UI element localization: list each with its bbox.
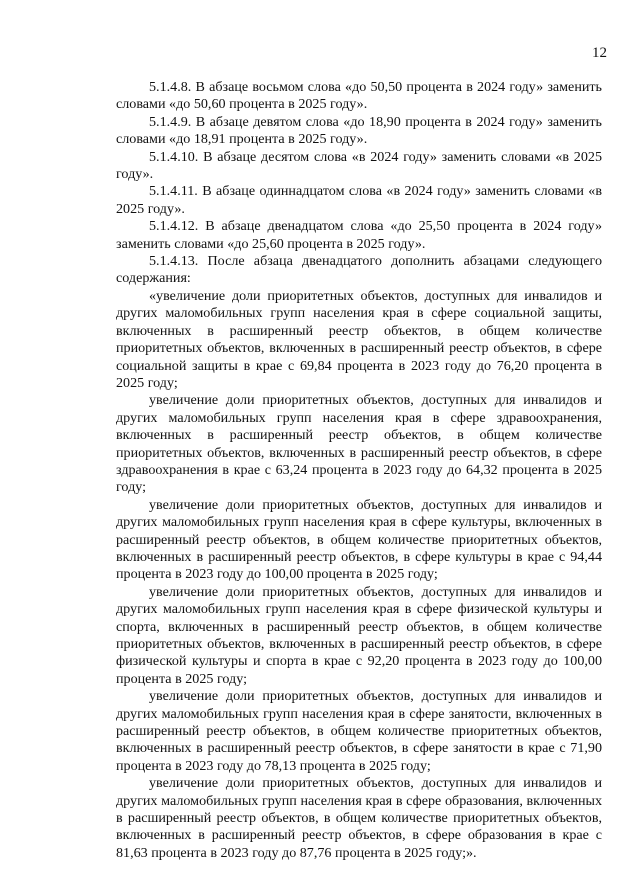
paragraph-5-1-4-10: 5.1.4.10. В абзаце десятом слова «в 2024 году» заменить словами «в 2025 году». [116, 148, 602, 183]
quoted-paragraph-social-protection: «увеличение доли приоритетных объектов, доступных для инвалидов и других маломобильных групп населения края в сфере социальной защиты, включенных в расширенный реестр объектов, в общем количестве приоритетных объектов, включенных в расширенный реестр объектов, в сфере социальной защиты в крае с 69,84 процента в 2023 году до 76,20 процента в 2025 году; [116, 287, 602, 391]
paragraph-5-1-4-12: 5.1.4.12. В абзаце двенадцатом слова «до 25,50 процента в 2024 году» заменить словами «до 25,60 процента в 2025 году». [116, 218, 602, 252]
quoted-paragraph-healthcare: увеличение доли приоритетных объектов, доступных для инвалидов и других маломобильных групп населения края в сфере здравоохранения, включенных в расширенный реестр объектов, в общем количестве приоритетных объектов, включенных в расширенный реестр объектов, в сфере здравоохранения в крае с 63,24 процента в 2023 году до 64,32 процента в 2025 году; [116, 392, 602, 496]
paragraph-5-1-4-11: 5.1.4.11. В абзаце одиннадцатом слова «в 2024 году» заменить словами «в 2025 году». [116, 183, 602, 217]
paragraph-5-1-4-8: 5.1.4.8. В абзаце восьмом слова «до 50,50 процента в 2024 году» заменить словами «до 50,60 процента в 2025 году». [116, 79, 602, 113]
quoted-paragraph-culture: увеличение доли приоритетных объектов, доступных для инвалидов и других маломобильных групп населения края в сфере культуры, включенных в расширенный реестр объектов, в общем количестве приоритетных объектов, включенных в расширенный реестр объектов, в сфере культуры в крае с 94,44 процента в 2023 году до 100,00 процента в 2025 году; [116, 496, 602, 583]
quoted-paragraph-education: увеличение доли приоритетных объектов, доступных для инвалидов и других маломобильных групп населения края в сфере образования, включенных в расширенный реестр объектов, в общем количестве приоритетных объектов, включенных в расширенный реестр объектов, в сфере образования в крае с 81,63 процента в 2023 году до 87,76 процента в 2025 году;». [116, 775, 602, 861]
quoted-amendment-block [116, 288, 602, 862]
page-number: 12 [592, 45, 607, 61]
quoted-paragraph-sport: увеличение доли приоритетных объектов, доступных для инвалидов и других маломобильных групп населения края в сфере физической культуры и спорта, включенных в расширенный реестр объектов, в общем количестве приоритетных объектов, включенных в расширенный реестр объектов, в сфере физической культуры и спорта в крае с 92,20 процента в 2023 году до 100,00 процента в 2025 году; [116, 583, 602, 687]
paragraph-5-1-4-13: 5.1.4.13. После абзаца двенадцатого дополнить абзацами следующего содержания: [116, 253, 602, 287]
document-body [116, 79, 602, 862]
paragraph-5-1-4-9: 5.1.4.9. В абзаце девятом слова «до 18,90 процента в 2024 году» заменить словами «до 18,91 процента в 2025 году». [116, 113, 602, 148]
quoted-paragraph-employment: увеличение доли приоритетных объектов, доступных для инвалидов и других маломобильных групп населения края в сфере занятости, включенных в расширенный реестр объектов, в общем количестве приоритетных объектов, включенных в расширенный реестр объектов, в сфере занятости в крае с 71,90 процента в 2023 году до 78,13 процента в 2025 году; [116, 688, 602, 774]
